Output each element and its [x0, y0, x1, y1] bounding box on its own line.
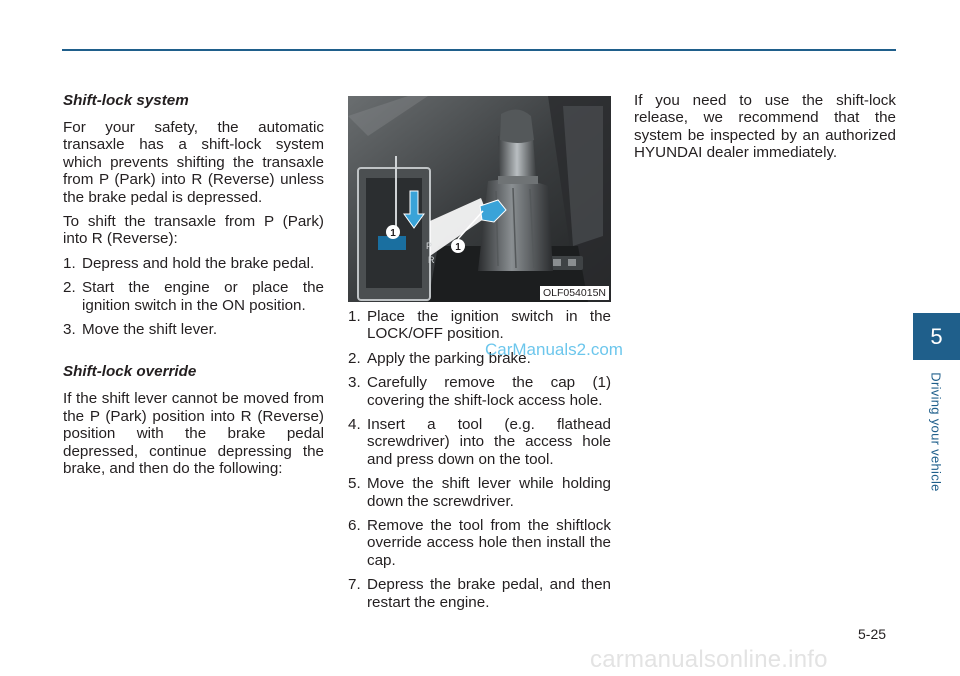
step-text: Remove the tool from the shiftlock override access hole then install the cap. [367, 517, 611, 569]
column-right [634, 92, 896, 169]
step-text: Place the ignition switch in the LOCK/OFF position. [367, 308, 611, 343]
paragraph: If the shift lever cannot be moved from the P (Park) position into R (Reverse) position with the brake pedal depressed, continue depressing the brake, and then do the following: [63, 390, 324, 478]
paragraph: To shift the transaxle from P (Park) into R (Reverse): [63, 213, 324, 248]
list-item [63, 321, 324, 338]
shift-lever-illustration [348, 96, 611, 302]
watermark-text: CarManuals2.com [485, 340, 623, 359]
step-text: Depress the brake pedal, and then restart the engine. [367, 576, 611, 611]
list-item [63, 255, 324, 272]
list-item [348, 576, 611, 611]
chapter-tab: 5 [913, 313, 960, 360]
paragraph: For your safety, the automatic transaxle has a shift-lock system which prevents shifting the transaxle from P (Park) into R (Reverse) unless the brake pedal is depressed. [63, 119, 324, 206]
step-text: Move the shift lever. [82, 321, 218, 339]
list-item [348, 308, 611, 343]
paragraph: If you need to use the shift-lock release, we recommend that the system be inspected by an authorized HYUNDAI dealer immediately. [634, 92, 896, 162]
step-number: 1. [348, 308, 361, 325]
step-number: 3. [63, 321, 76, 339]
column-left [63, 92, 324, 485]
step-text: Depress and hold the brake pedal. [82, 254, 315, 272]
step-number: 2. [63, 279, 76, 297]
step-number: 6. [348, 517, 361, 535]
section-heading-shift-lock: Shift-lock system [63, 92, 189, 109]
callout-1-second: 1 [455, 242, 461, 253]
page-number: 5-25 [858, 626, 887, 642]
step-text: Insert a tool (e.g. flathead screwdriver) into the access hole and press down on the tool. [367, 416, 611, 468]
step-text: Start the engine or place the ignition switch in the ON position. [82, 279, 324, 314]
callout-1: 1 [390, 228, 396, 239]
footer-watermark: carmanualsonline.info [590, 646, 828, 673]
header-rule [62, 49, 896, 51]
list-item [348, 475, 611, 510]
figure-code-label: OLF054015N [540, 286, 609, 300]
step-number: 1. [63, 254, 76, 272]
step-number: 5. [348, 475, 361, 493]
gear-indicator-r: R [428, 255, 435, 265]
list-item [63, 279, 324, 314]
list-item [348, 374, 611, 409]
gear-indicator-p: P [426, 241, 433, 251]
list-item [348, 416, 611, 468]
step-text: Move the shift lever while holding down the screwdriver. [367, 475, 611, 510]
step-number: 7. [348, 576, 361, 594]
section-heading-override: Shift-lock override [63, 363, 197, 381]
chapter-title: Driving your vehicle [928, 372, 944, 492]
step-number: 2. [348, 349, 361, 367]
step-number: 4. [348, 416, 361, 434]
shift-lever-drawing [348, 96, 611, 302]
step-number: 3. [348, 374, 361, 392]
step-text: Carefully remove the cap (1) covering the shift-lock access hole. [367, 374, 611, 409]
step-text: Apply the parking brake. [367, 349, 531, 367]
list-item [348, 517, 611, 569]
